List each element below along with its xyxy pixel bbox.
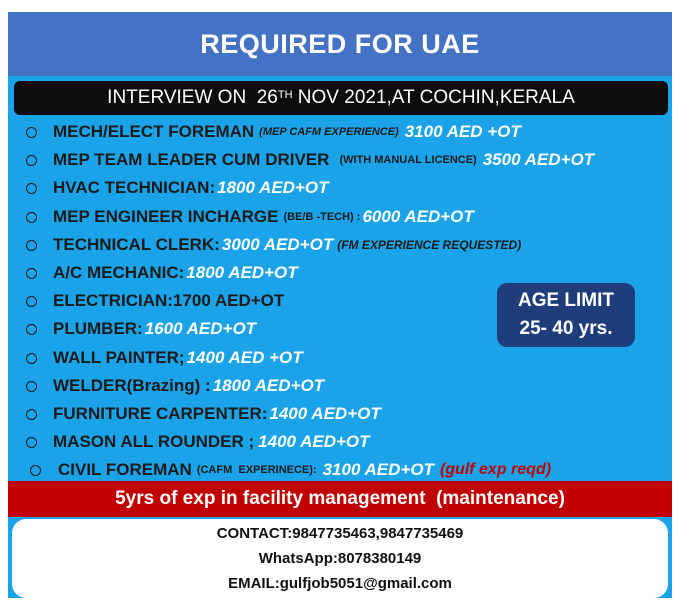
bullet-icon <box>26 240 37 251</box>
job-title: MEP ENGINEER INCHARGE <box>53 206 279 226</box>
job-salary: 3100 AED +OT <box>404 122 521 142</box>
age-limit-label: AGE LIMIT <box>517 290 615 311</box>
job-salary: 3100 AED+OT <box>322 460 434 480</box>
contact-email: EMAIL:gulfjob5051@gmail.com <box>228 575 452 592</box>
experience-banner <box>8 481 672 517</box>
job-salary: 3500 AED+OT <box>482 150 595 170</box>
age-limit-range: 25- 40 yrs. <box>519 318 613 339</box>
job-note: (MEP CAFM EXPERIENCE) <box>259 126 399 139</box>
bullet-icon <box>26 409 37 420</box>
contact-phone: CONTACT:9847735463,9847735469 <box>216 525 464 542</box>
list-item <box>8 203 672 231</box>
interview-date-prefix: INTERVIEW ON 26 <box>107 87 278 108</box>
job-title: A/C MECHANIC: <box>53 263 185 283</box>
job-salary: 1800 AED+OT <box>212 375 325 395</box>
job-salary: 1800 AED+OT <box>186 263 298 283</box>
job-salary: 1700 AED+OT <box>172 291 285 311</box>
page-title: REQUIRED FOR UAE <box>200 28 480 59</box>
job-note: (FM EXPERIENCE REQUESTED) <box>337 237 522 252</box>
bullet-icon <box>26 324 37 335</box>
poster-header <box>8 12 672 76</box>
list-item <box>8 231 672 259</box>
job-title: MECH/ELECT FOREMAN <box>53 122 255 142</box>
job-title: WELDER(Brazing) : <box>53 375 211 395</box>
job-note: (CAFM EXPERINECE): <box>196 464 317 477</box>
list-item <box>8 344 672 372</box>
bullet-icon <box>30 465 41 476</box>
experience-text: 5yrs of exp in facility management (maintenance) <box>115 488 565 509</box>
list-item <box>8 174 672 202</box>
job-salary: 1400 AED+OT <box>258 432 370 452</box>
job-note: (BE/B -TECH) : <box>283 210 361 223</box>
list-item <box>8 428 672 456</box>
job-title: HVAC TECHNICIAN: <box>53 178 216 198</box>
job-title: FURNITURE CARPENTER: <box>53 403 268 423</box>
interview-banner <box>14 81 668 115</box>
job-salary: 1600 AED+OT <box>144 319 257 339</box>
job-note: (WITH MANUAL LICENCE) <box>339 154 477 167</box>
contact-box <box>12 519 668 598</box>
job-title: MEP TEAM LEADER CUM DRIVER <box>53 150 330 170</box>
bullet-icon <box>26 296 37 307</box>
job-salary: 1400 AED +OT <box>186 347 303 367</box>
job-title: CIVIL FOREMAN <box>58 460 192 480</box>
list-item <box>8 372 672 400</box>
bullet-icon <box>26 183 37 194</box>
list-item <box>8 118 672 146</box>
contact-whatsapp: WhatsApp:8078380149 <box>258 550 422 567</box>
bullet-icon <box>26 437 37 448</box>
job-title: ELECTRICIAN: <box>53 291 173 311</box>
bullet-icon <box>26 155 37 166</box>
bullet-icon <box>26 381 37 392</box>
bullet-icon <box>26 353 37 364</box>
job-salary: 1400 AED+OT <box>269 403 381 423</box>
job-salary: 6000 AED+OT <box>362 206 474 226</box>
job-salary: 3000 AED+OT <box>221 234 334 254</box>
bullet-icon <box>26 268 37 279</box>
job-title: WALL PAINTER; <box>53 347 185 367</box>
list-item <box>8 400 672 428</box>
bullet-icon <box>26 127 37 138</box>
job-requirement: (gulf exp reqd) <box>439 461 552 479</box>
bullet-icon <box>26 212 37 223</box>
interview-date-suffix: TH <box>277 89 293 101</box>
job-title: TECHNICAL CLERK: <box>53 234 220 254</box>
interview-location: NOV 2021,AT COCHIN,KERALA <box>292 87 575 108</box>
job-poster <box>8 12 672 598</box>
age-limit-badge <box>497 283 635 347</box>
list-item <box>8 146 672 174</box>
job-title: MASON ALL ROUNDER ; <box>53 432 255 452</box>
job-title: PLUMBER: <box>53 319 143 339</box>
job-salary: 1800 AED+OT <box>217 178 329 198</box>
